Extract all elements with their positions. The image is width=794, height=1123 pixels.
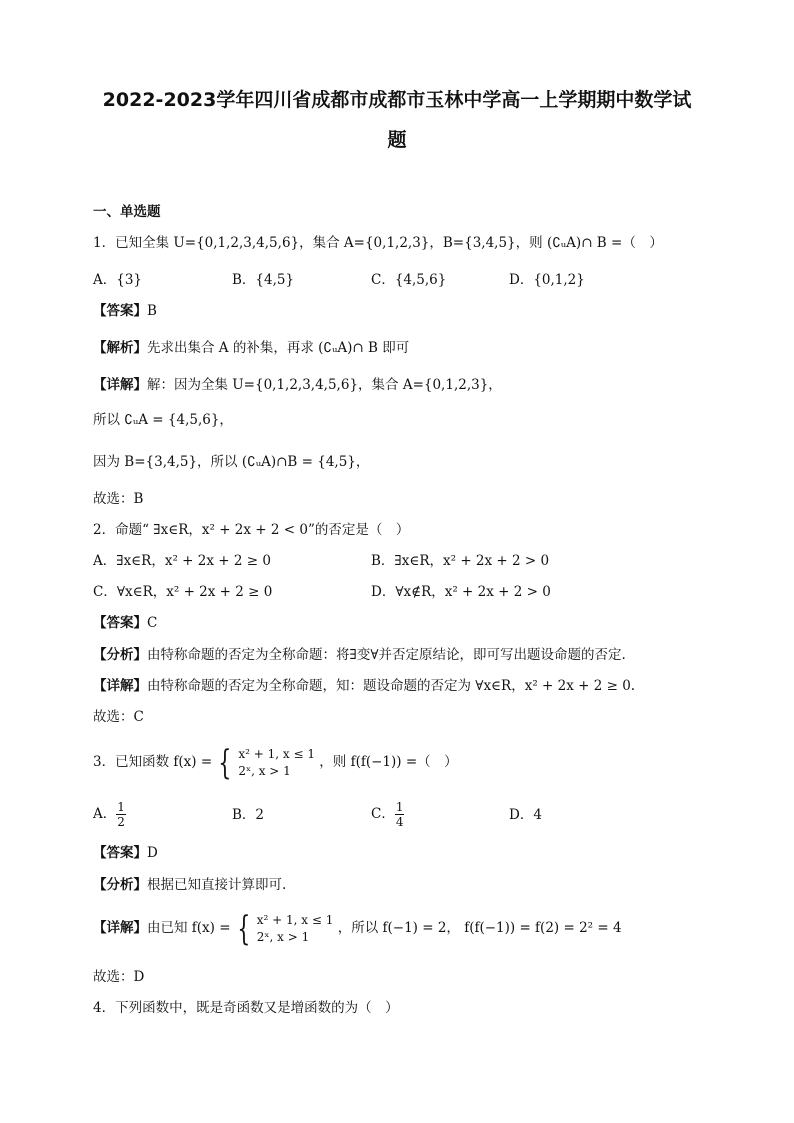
q2-option-c: C．∀x∈R，x² + 2x + 2 ≥ 0: [93, 584, 273, 600]
q2-conclusion: 故选：C: [93, 709, 144, 725]
doc-title-line2: 题: [387, 129, 407, 151]
detail-tag: 【详解】: [93, 377, 147, 393]
case-1: x² + 1, x ≤ 1: [256, 912, 334, 927]
q2-option-d: D．∀x∉R，x² + 2x + 2 > 0: [371, 584, 551, 600]
answer-tag: 【答案】: [93, 303, 147, 319]
q2-analysis: [93, 646, 626, 664]
piecewise-cases: [238, 746, 315, 780]
q3-answer: [93, 844, 158, 862]
q1-stem: [93, 234, 663, 252]
doc-title-line1: 2022-2023学年四川省成都市成都市玉林中学高一上学期期中数学试: [102, 89, 692, 111]
q2-analysis-text: 由特称命题的否定为全称命题：将∃变∀并否定原结论，即可写出题设命题的否定.: [147, 647, 626, 663]
case-1: x² + 1, x ≤ 1: [238, 746, 315, 761]
q1-option-b: B．{4,5}: [232, 272, 295, 288]
denominator: 4: [395, 815, 404, 829]
q3-detail: [93, 908, 622, 949]
q3-answer-value: D: [147, 845, 158, 861]
q1-detail-line1: 解：因为全集 U={0,1,2,3,4,5,6}，集合 A={0,1,2,3}，: [147, 377, 502, 393]
option-label: C．: [371, 806, 395, 822]
option-label: A．: [93, 806, 117, 822]
numerator: 1: [395, 800, 404, 814]
q2-option-b: B．∃x∈R，x² + 2x + 2 > 0: [371, 553, 550, 569]
q3-detail-post: ，所以 f(−1) = 2， f(f(−1)) = f(2) = 2² = 4: [337, 920, 622, 936]
q1-stem-b: (∁ᵤA)∩ B =（ ）: [546, 235, 663, 251]
q2-answer-value: C: [147, 615, 158, 631]
q3-conclusion: 故选：D: [93, 969, 145, 985]
section-heading: 一、单选题: [93, 204, 161, 220]
case-2: 2ˣ, x > 1: [256, 929, 310, 944]
q1-answer-value: B: [147, 303, 157, 319]
q3-analysis-text: 根据已知直接计算即可.: [147, 877, 287, 893]
fraction: [116, 800, 126, 829]
q3-analysis: [93, 876, 286, 894]
q3-option-c: [371, 800, 404, 829]
answer-tag: 【答案】: [93, 615, 147, 631]
analysis-tag: 【解析】: [93, 340, 147, 356]
q3-detail-pre: 由已知 f(x) =: [147, 920, 231, 936]
q1-option-a: A．{3}: [93, 272, 143, 288]
q2-stem: 2．命题“ ∃x∈R，x² + 2x + 2 < 0”的否定是（ ）: [93, 522, 410, 538]
q2-detail: [93, 677, 635, 695]
q3-option-a: [93, 800, 126, 829]
numerator: 1: [117, 800, 125, 814]
q2-option-a: A．∃x∈R，x² + 2x + 2 ≥ 0: [93, 553, 271, 569]
analysis-tag: 【分析】: [93, 647, 147, 663]
q1-option-d: D．{0,1,2}: [509, 272, 585, 288]
q1-conclusion: 故选：B: [93, 491, 144, 507]
q3-stem-pre: 3．已知函数 f(x) =: [93, 754, 213, 770]
fraction: [395, 800, 405, 829]
q3-stem-post: ，则 f(f(−1)) =（ ）: [319, 754, 458, 770]
q2-detail-text: 由特称命题的否定为全称命题，知：题设命题的否定为 ∀x∈R，x² + 2x + 2 ≥ 0.: [147, 678, 636, 694]
analysis-tag: 【分析】: [93, 877, 147, 893]
answer-tag: 【答案】: [93, 845, 147, 861]
denominator: 2: [117, 815, 125, 829]
q3-option-d: D．4: [509, 807, 542, 823]
case-2: 2ˣ, x > 1: [238, 763, 291, 778]
q3-option-b: B．2: [232, 807, 265, 823]
left-brace: {: [218, 742, 232, 783]
q1-detail-line3: 因为 B={3,4,5}，所以 (∁ᵤA)∩B = {4,5}，: [93, 454, 370, 470]
piecewise-cases: [257, 912, 334, 946]
q1-option-c: C．{4,5,6}: [371, 272, 447, 288]
q3-stem: [93, 742, 458, 783]
q2-answer: [93, 614, 157, 632]
q1-stem-a: 1．已知全集 U={0,1,2,3,4,5,6}，集合 A={0,1,2,3}，B={3,4,5}，则: [93, 235, 543, 251]
detail-tag: 【详解】: [93, 920, 147, 936]
q1-detail-line2: 所以 ∁ᵤA = {4,5,6}，: [93, 412, 233, 428]
q1-analysis-text: 先求出集合 A 的补集，再求 (∁ᵤA)∩ B 即可: [147, 340, 410, 356]
q1-analysis: [93, 339, 409, 357]
detail-tag: 【详解】: [93, 678, 147, 694]
left-brace: {: [237, 908, 251, 949]
q1-answer: [93, 302, 157, 320]
q1-detail: [93, 376, 502, 394]
q4-stem: 4．下列函数中，既是奇函数又是增函数的为（ ）: [93, 1000, 399, 1016]
